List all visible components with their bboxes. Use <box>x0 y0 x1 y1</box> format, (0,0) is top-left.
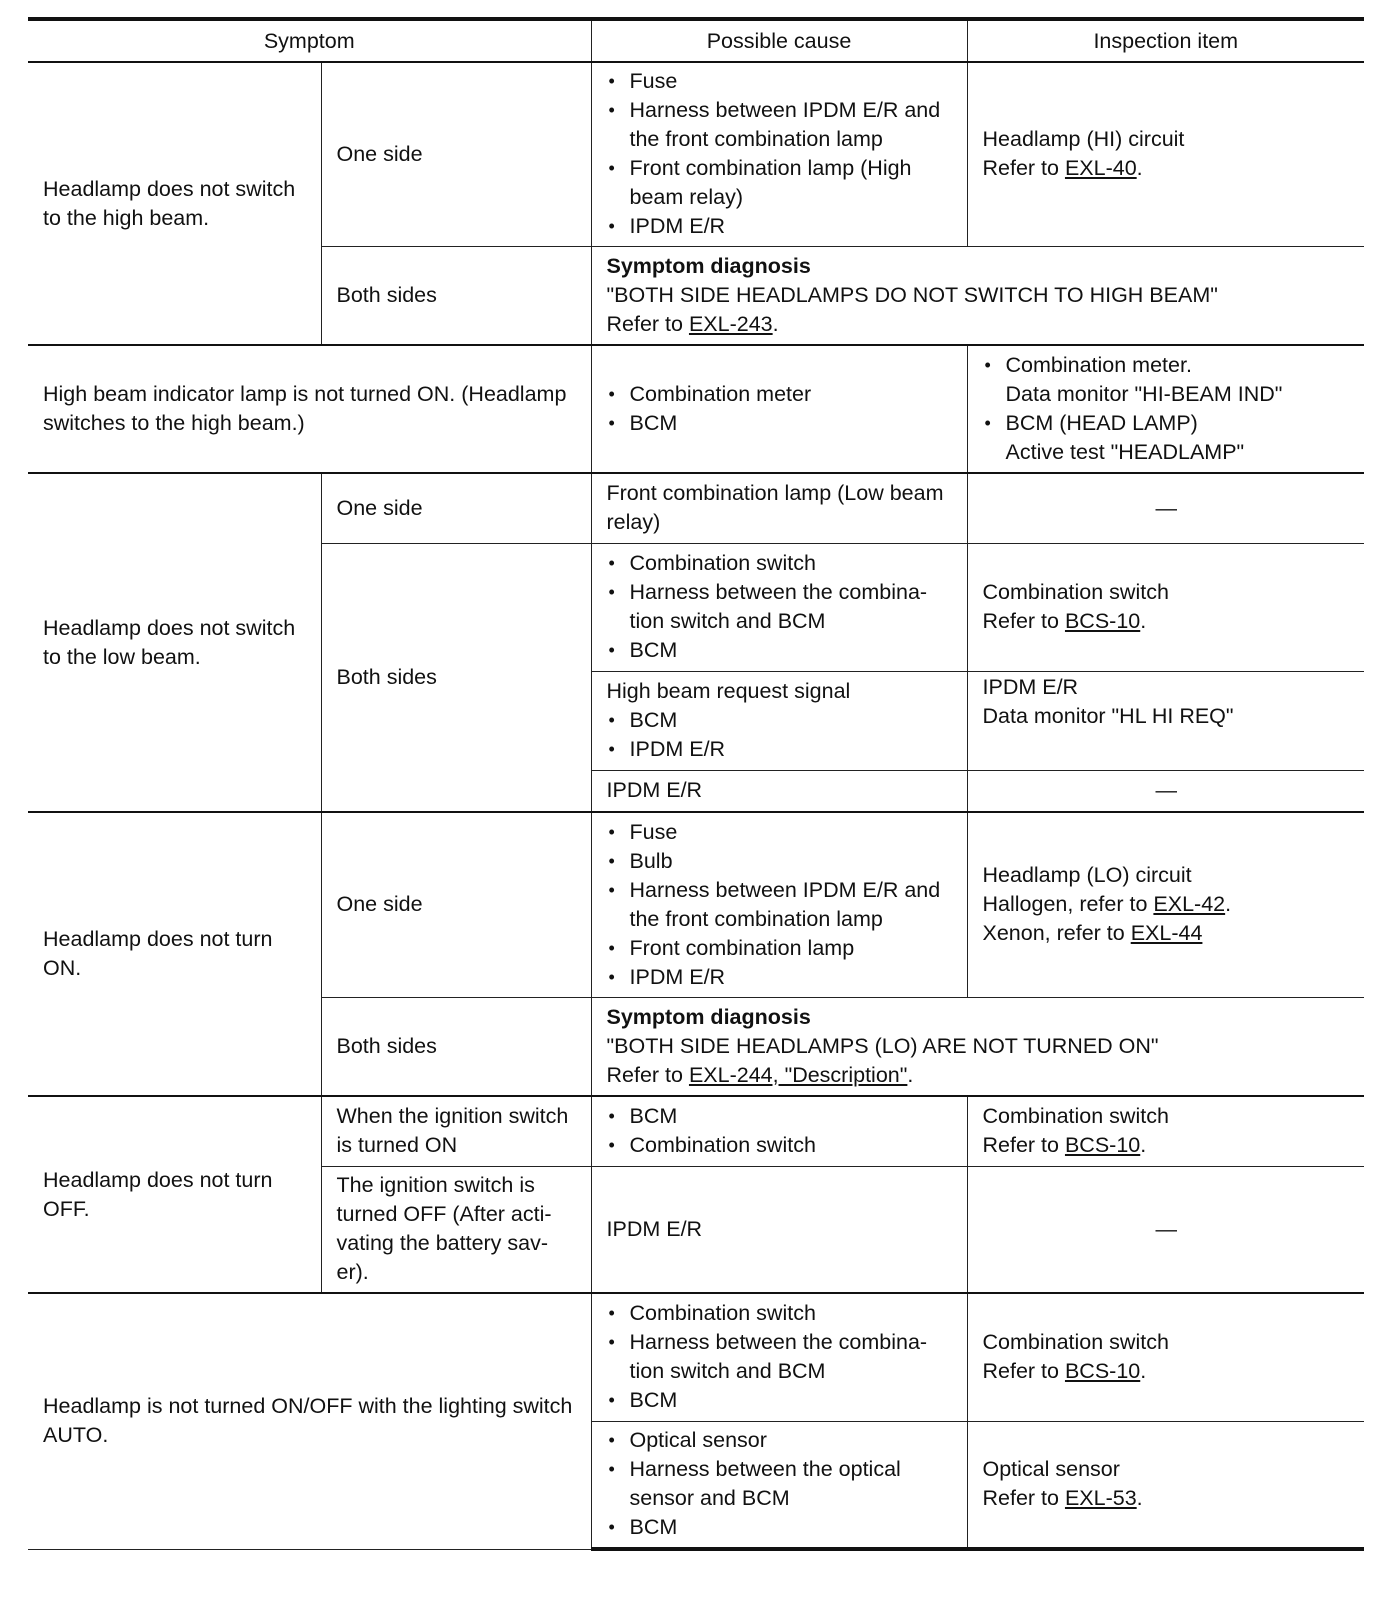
list-item: • Combination switch <box>607 549 953 578</box>
list-item: • Harness between the combina-tion switch and BCM <box>607 1328 953 1386</box>
header-inspection-item: Inspection item <box>967 19 1364 62</box>
reference-suffix: . <box>772 311 779 336</box>
diagnosis-quote: "BOTH SIDE HEADLAMPS (LO) ARE NOT TURNED ON" <box>606 1033 1159 1058</box>
table-header-row <box>28 19 1364 62</box>
sub-symptom-cell: Both sides <box>321 246 591 345</box>
inspection-cell: — <box>967 1166 1364 1293</box>
diagnosis-title: Symptom diagnosis <box>606 1004 811 1029</box>
reference-prefix: Refer to <box>982 1133 1065 1158</box>
diagnosis-title: Symptom diagnosis <box>606 253 811 278</box>
cause-cell <box>591 812 967 997</box>
cause-list <box>607 549 953 665</box>
list-item: • BCM <box>607 1513 953 1542</box>
inspection-cell: — <box>967 473 1364 543</box>
reference-line <box>607 310 1351 339</box>
cause-title: High beam request signal <box>606 679 851 703</box>
inspection-text: • Combination meter. <box>1005 353 1192 377</box>
inspection-cell <box>967 1421 1364 1549</box>
cause-list <box>607 1102 953 1160</box>
reference-link-bcs-10[interactable]: BCS-10 <box>1064 1133 1141 1158</box>
header-symptom: Symptom <box>28 19 591 62</box>
sub-symptom-cell: Both sides <box>321 543 591 812</box>
inspection-text: Headlamp (LO) circuit <box>982 863 1192 888</box>
list-item: • BCM <box>607 706 953 735</box>
reference-prefix: Refer to <box>982 156 1065 181</box>
list-item: • Combination switch <box>607 1131 953 1160</box>
symptom-table <box>28 17 1364 1551</box>
cause-list <box>607 1299 953 1415</box>
reference-prefix: Hallogen, refer to <box>982 892 1154 917</box>
list-item: • Combination meter <box>607 380 953 409</box>
list-item <box>983 351 1351 409</box>
header-possible-cause: Possible cause <box>591 19 967 62</box>
list-item: • Combination switch <box>607 1299 953 1328</box>
reference-link-exl-243[interactable]: EXL-243 <box>688 311 773 336</box>
list-item: • IPDM E/R <box>607 963 953 992</box>
table-row <box>28 1096 1364 1166</box>
inspection-cell <box>967 62 1364 246</box>
reference-prefix: Refer to <box>982 1359 1065 1384</box>
reference-prefix: Refer to <box>982 1486 1065 1511</box>
reference-suffix: . <box>1140 609 1147 633</box>
reference-link-exl-53[interactable]: EXL-53 <box>1064 1486 1137 1511</box>
cause-cell: IPDM E/R <box>591 1166 967 1293</box>
cause-cell: IPDM E/R <box>591 770 967 812</box>
symptom-cell: High beam indicator lamp is not turned ON. (Headlamp switches to the high beam.) <box>28 345 591 473</box>
reference-suffix: . <box>1136 156 1143 181</box>
sub-symptom-cell: One side <box>321 812 591 997</box>
cause-cell <box>591 1096 967 1166</box>
inspection-text: • BCM (HEAD LAMP) <box>1005 411 1198 435</box>
list-item <box>983 409 1351 467</box>
table-row <box>28 473 1364 543</box>
table-row <box>28 62 1364 246</box>
cause-list <box>607 67 953 241</box>
reference-suffix: . <box>1225 892 1232 917</box>
inspection-cell <box>967 1096 1364 1166</box>
reference-line <box>983 919 1351 948</box>
cause-list <box>607 380 953 438</box>
diagnosis-quote: "BOTH SIDE HEADLAMPS DO NOT SWITCH TO HIGH BEAM" <box>606 282 1218 307</box>
inspection-text: Optical sensor <box>982 1457 1120 1482</box>
reference-link-bcs-10[interactable]: BCS-10 <box>1064 609 1141 633</box>
reference-suffix: . <box>1136 1486 1143 1511</box>
reference-line <box>983 607 1351 636</box>
symptom-cell: Headlamp does not switch to the high beam. <box>28 62 321 345</box>
table-row <box>28 812 1364 997</box>
list-item: • Front combination lamp (High beam relay) <box>607 154 953 212</box>
reference-line <box>983 1131 1351 1160</box>
reference-link-exl-40[interactable]: EXL-40 <box>1064 156 1137 181</box>
sub-symptom-cell: One side <box>321 62 591 246</box>
inspection-text: Active test "HEADLAMP" <box>1005 440 1245 464</box>
reference-prefix: Refer to <box>606 1062 689 1087</box>
inspection-cell <box>967 543 1364 671</box>
inspection-list <box>983 351 1351 467</box>
diagnosis-sheet <box>28 17 1364 1551</box>
list-item: • Optical sensor <box>607 1426 953 1455</box>
cause-cell <box>591 1293 967 1421</box>
list-item: • BCM <box>607 409 953 438</box>
inspection-cell <box>967 345 1364 473</box>
sub-symptom-cell: Both sides <box>321 997 591 1096</box>
list-item: • BCM <box>607 636 953 665</box>
inspection-cell <box>967 812 1364 997</box>
diagnosis-cell <box>591 997 1364 1096</box>
list-item: • Harness between the combina-tion switch and BCM <box>607 578 953 636</box>
reference-suffix: . <box>1140 1359 1147 1384</box>
reference-prefix: Refer to <box>606 311 689 336</box>
reference-line <box>607 1061 1351 1090</box>
reference-suffix: . <box>1140 1133 1147 1158</box>
list-item: • Bulb <box>607 847 953 876</box>
inspection-text: IPDM E/R <box>982 674 1079 699</box>
inspection-text: Data monitor "HI-BEAM IND" <box>1005 382 1283 406</box>
cause-list <box>607 1426 953 1542</box>
symptom-cell: Headlamp does not turn ON. <box>28 812 321 1096</box>
reference-line <box>983 154 1351 183</box>
list-item: • BCM <box>607 1102 953 1131</box>
table-row <box>28 345 1364 473</box>
reference-prefix: Xenon, refer to <box>982 921 1131 946</box>
cause-cell <box>591 345 967 473</box>
inspection-text: Headlamp (HI) circuit <box>982 127 1185 152</box>
inspection-text: Combination switch <box>982 1104 1169 1129</box>
list-item: • Harness between IPDM E/R and the front combination lamp <box>607 876 953 934</box>
inspection-cell <box>967 671 1364 770</box>
list-item: • Fuse <box>607 818 953 847</box>
cause-cell <box>591 543 967 671</box>
cause-cell <box>591 671 967 770</box>
reference-link-exl-44[interactable]: EXL-44 <box>1130 921 1203 946</box>
cause-cell <box>591 1421 967 1549</box>
reference-link-exl-244[interactable]: EXL-244, "Description" <box>688 1062 908 1087</box>
cause-list <box>607 706 953 764</box>
list-item: • Harness between IPDM E/R and the front combination lamp <box>607 96 953 154</box>
reference-prefix: Refer to <box>982 609 1065 633</box>
inspection-cell <box>967 1293 1364 1421</box>
inspection-cell: — <box>967 770 1364 812</box>
reference-line <box>983 1484 1351 1513</box>
symptom-cell: Headlamp does not turn OFF. <box>28 1096 321 1293</box>
table-row <box>28 1293 1364 1421</box>
symptom-cell: Headlamp does not switch to the low beam. <box>28 473 321 812</box>
symptom-cell: Headlamp is not turned ON/OFF with the lighting switch AUTO. <box>28 1293 591 1549</box>
inspection-text: Combination switch <box>982 580 1169 604</box>
cause-list <box>607 818 953 992</box>
list-item: • IPDM E/R <box>607 735 953 764</box>
cause-cell <box>591 62 967 246</box>
reference-line <box>983 890 1351 919</box>
inspection-text: Combination switch <box>982 1330 1169 1355</box>
sub-symptom-cell: When the ignition switch is turned ON <box>321 1096 591 1166</box>
cause-cell: Front combination lamp (Low beam relay) <box>591 473 967 543</box>
list-item: • Harness between the optical sensor and BCM <box>607 1455 953 1513</box>
reference-link-exl-42[interactable]: EXL-42 <box>1153 892 1226 917</box>
inspection-text: Data monitor "HL HI REQ" <box>982 703 1234 728</box>
list-item: • Fuse <box>607 67 953 96</box>
reference-line <box>983 1357 1351 1386</box>
sub-symptom-cell: One side <box>321 473 591 543</box>
list-item: • BCM <box>607 1386 953 1415</box>
list-item: • IPDM E/R <box>607 212 953 241</box>
reference-link-bcs-10[interactable]: BCS-10 <box>1064 1359 1141 1384</box>
diagnosis-cell <box>591 246 1364 345</box>
sub-symptom-cell: The ignition switch is turned OFF (After acti-vating the battery sav-er). <box>321 1166 591 1293</box>
reference-suffix: . <box>907 1062 914 1087</box>
list-item: • Front combination lamp <box>607 934 953 963</box>
